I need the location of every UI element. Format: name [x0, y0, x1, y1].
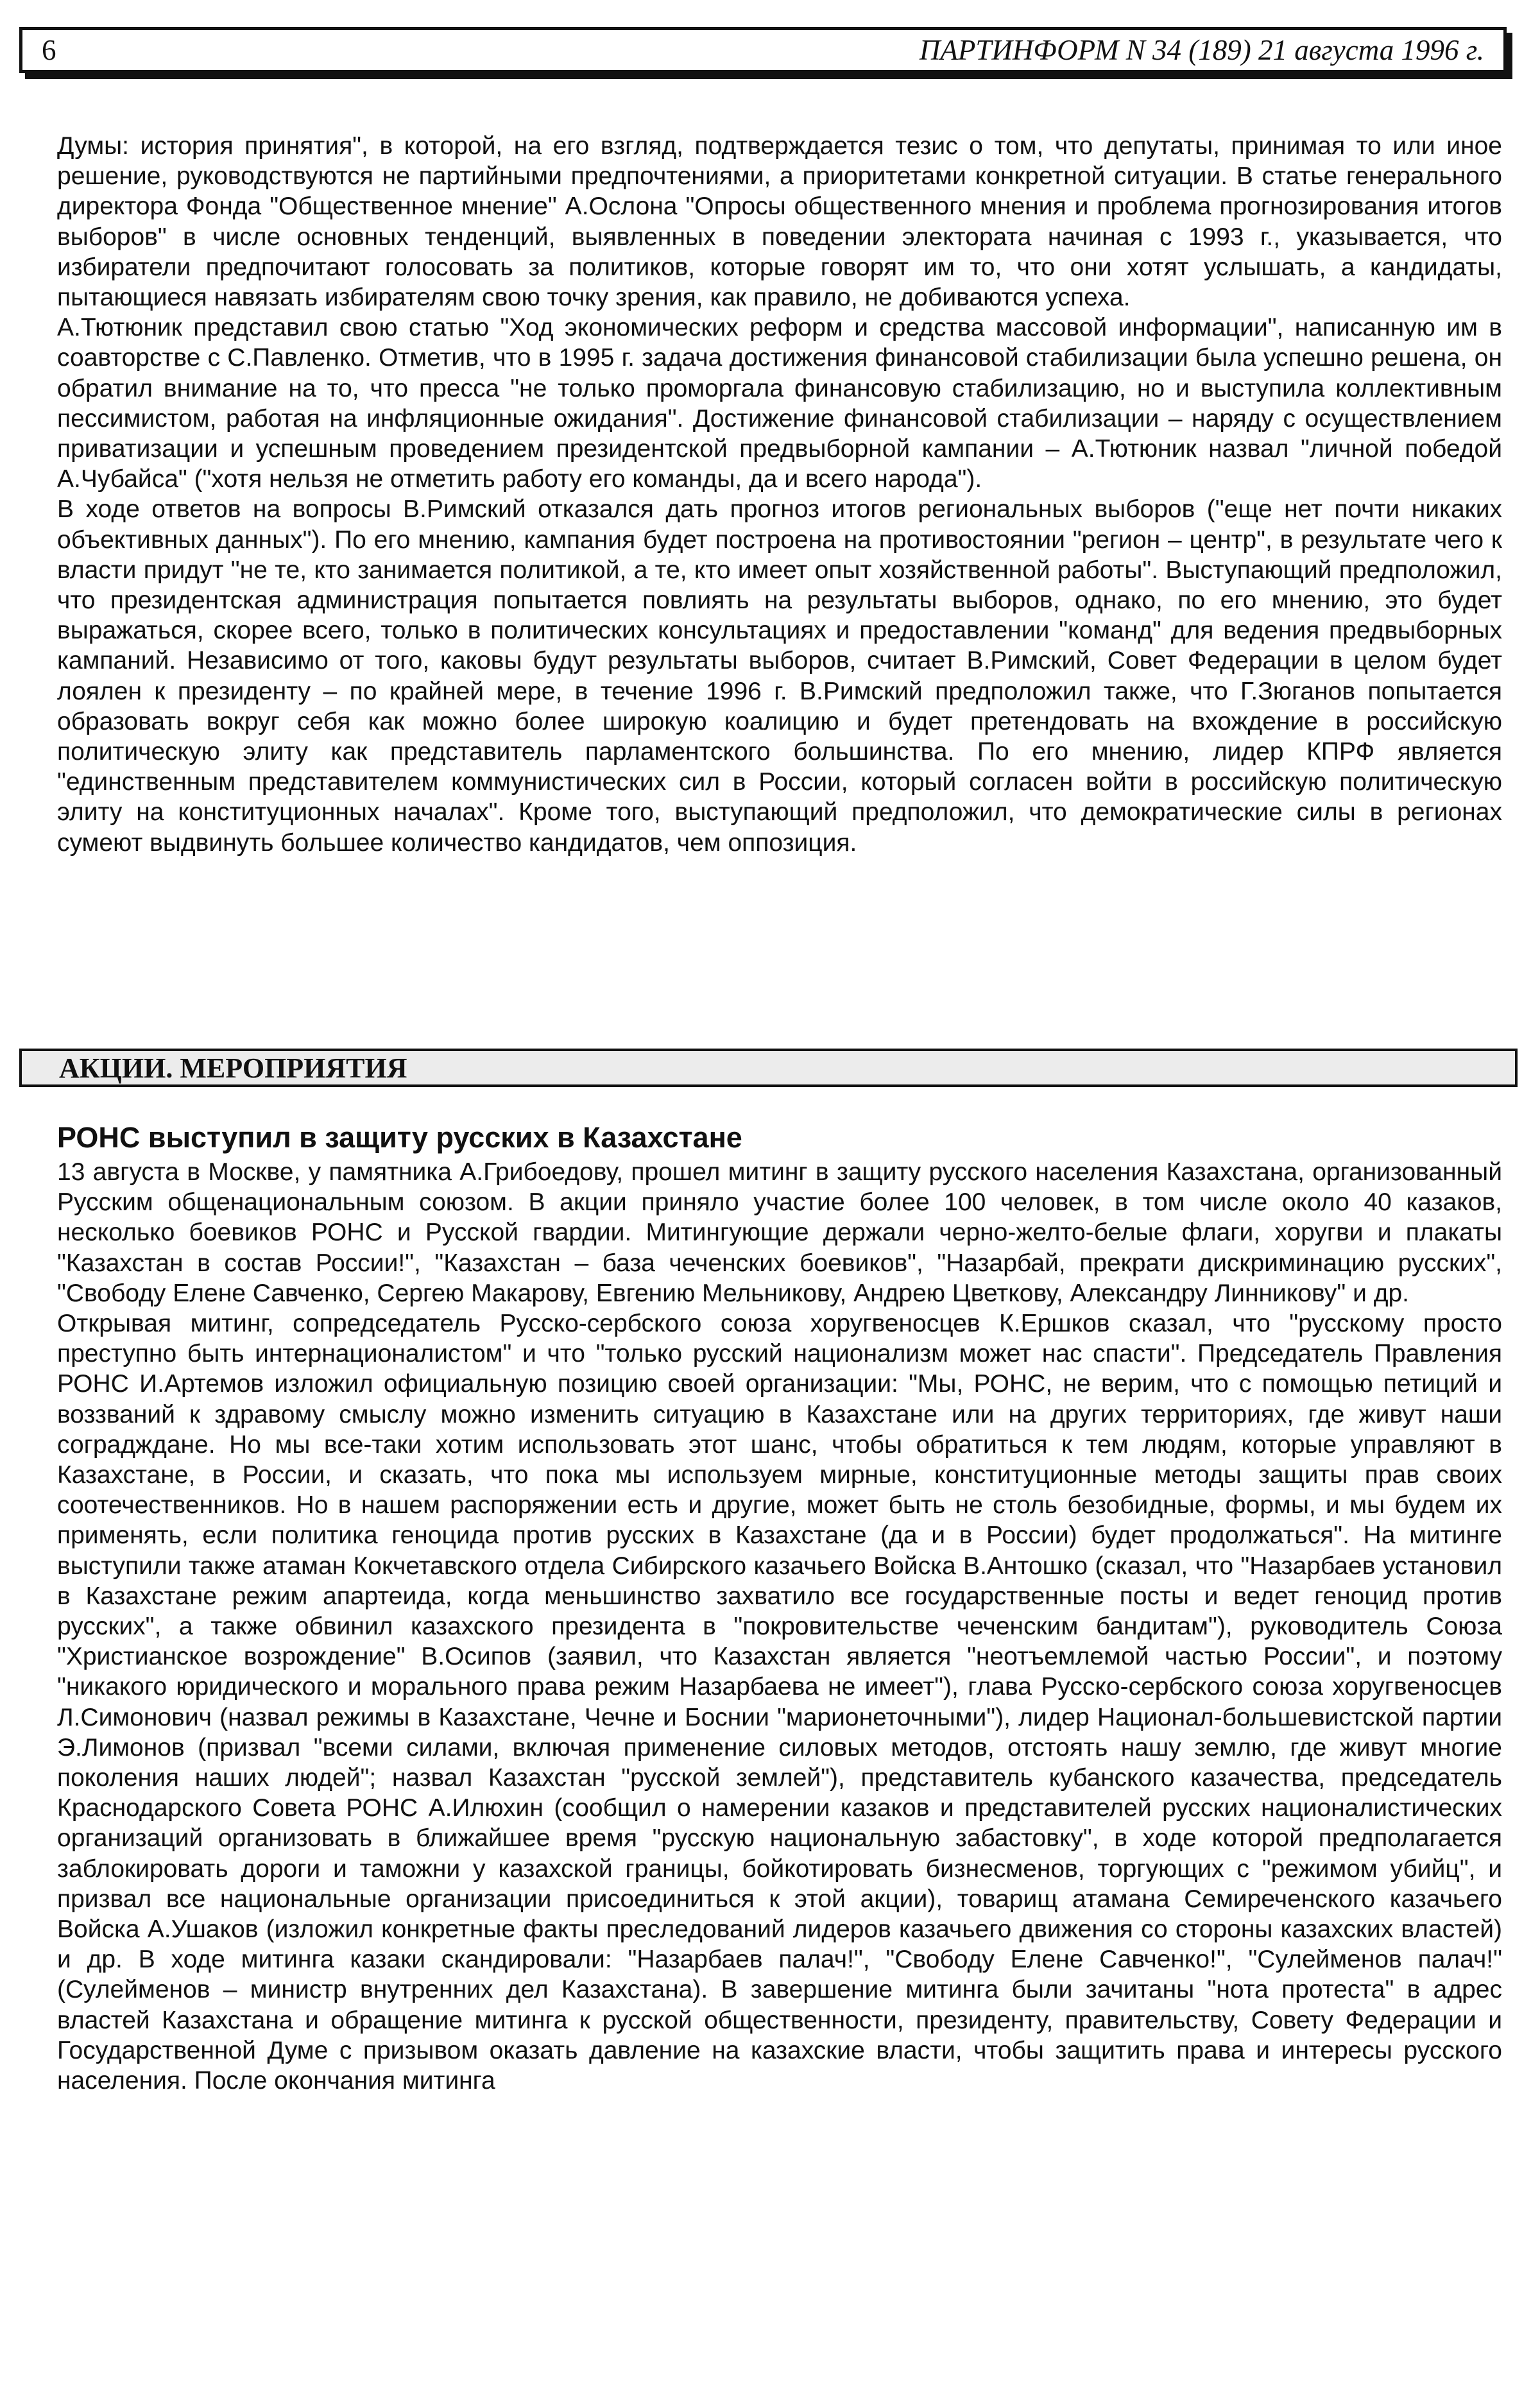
intro-article-body: [57, 131, 1502, 858]
article-paragraph: Открывая митинг, сопредседатель Русско-сербского союза хоругвеносцев К.Ершков сказал, что "русскому просто преступно быть интернационалистом" и что "только русский национализм может нас спасти". Председатель Правления РОНС И.Артемов изложил официальную позицию своей организации: "Мы, РОНС, не верим, что с помощью петиций и воззваний к здравому смыслу можно изменить ситуацию в Казахстане или на других территориях, где живут наши соградждане. Но мы все-таки хотим использовать этот шанс, чтобы обратиться к тем людям, которые управляют в Казахстане, в России, и сказать, что пока мы используем мирные, конституционные методы защиты прав своих соотечественников. Но в нашем распоряжении есть и другие, может быть не столь безобидные, формы, и мы будем их применять, если политика геноцида против русских в Казахстане (да и в России) будет продолжаться". На митинге выступили также атаман Кокчетавского отдела Сибирского казачьего Войска В.Антошко (сказал, что "Назарбаев установил в Казахстане режим апартеида, когда меньшинство захватило все государственные посты и ведет геноцид против русских", а также обвинил казахского президента в "покровительстве чеченским бандитам"), руководитель Союза "Христианское возрождение" В.Осипов (заявил, что Казахстан является "неотъемлемой частью России", и поэтому "никакого юридического и морального права режим Назарбаева не имеет"), глава Русско-сербского союза хоругвеносцев Л.Симонович (назвал режимы в Казахстане, Чечне и Боснии "марионеточными"), лидер Национал-большевистской партии Э.Лимонов (призвал "всеми силами, включая применение силовых методов, отстоять нашу землю, где живут многие поколения наших людей"; назвал Казахстан "русской землей"), представитель кубанского казачества, председатель Краснодарского Совета РОНС А.Илюхин (сообщил о намерении казаков и представителей русских националистических организаций организовать в ближайшее время "русскую национальную забастовку", в ходе которой предполагается заблокировать дороги и таможни у казахской границы, бойкотировать бизнесменов, торгующих с "режимом убийц", и призвал все национальные организации присоединиться к этой акции), товарищ атамана Семиреченского казачьего Войска А.Ушаков (изложил конкретные факты преследований лидеров казачьего движения со стороны казахских властей) и др. В ходе митинга казаки скандировали: "Назарбаев палач!", "Свободу Елене Савченко!", "Сулейменов палач!" (Сулейменов – министр внутренних дел Казахстана). В завершение митинга были зачитаны "нота протеста" в адрес властей Казахстана и обращение митинга к русской общественности, президенту, правительству, Совету Федерации и Государственной Думе с призывом оказать давление на казахские власти, чтобы защитить права и интересы русского населения. После окончания митинга: [57, 1310, 1502, 2095]
article-body: [57, 1157, 1502, 2096]
intro-paragraph: А.Тютюник представил свою статью "Ход экономических реформ и средства массовой информации", написанную им в соавторстве с С.Павленко. Отметив, что в 1995 г. задача достижения финансовой стабилизации была успешно решена, он обратил внимание на то, что пресса "не только проморгала финансовую стабилизацию, но и выступила коллективным пессимистом, работая на инфляционные ожидания". Достижение финансовой стабилизации – наряду с осуществлением приватизации и успешным проведением президентской предвыборной кампании – А.Тютюник назвал "личной победой А.Чубайса" ("хотя нельзя не отметить работу его команды, да и всего народа").: [57, 314, 1502, 493]
section-banner: [19, 1049, 1518, 1087]
page-header: [19, 27, 1507, 73]
section-title: АКЦИИ. МЕРОПРИЯТИЯ: [59, 1052, 407, 1084]
intro-paragraph: Думы: история принятия", в которой, на его взгляд, подтверждается тезис о том, что депутаты, принимая то или иное решение, руководствуются не партийными предпочтениями, а приоритетами конкретной ситуации. В статье генерального директора Фонда "Общественное мнение" А.Ослона "Опросы общественного мнения и проблема прогнозирования итогов выборов" в числе основных тенденций, выявленных в поведении электората начиная с 1993 г., указывается, что избиратели предпочитают голосовать за политиков, которые говорят им то, что они хотят услышать, а кандидаты, пытающиеся навязать избирателям свою точку зрения, как правило, не добиваются успеха.: [57, 132, 1502, 312]
page-number: 6: [42, 34, 56, 66]
intro-paragraph: В ходе ответов на вопросы В.Римский отказался дать прогноз итогов региональных выборов ("еще нет почти никаких объективных данных"). По его мнению, кампания будет построена на противостоянии "регион – центр", в результате чего к власти придут "не те, кто занимается политикой, а те, кто имеет опыт хозяйственной работы". Выступающий предположил, что президентская администрация попытается повлиять на результаты выборов, однако, по его мнению, это будет выражаться, скорее всего, только в политических консультациях и предоставлении "команд" для ведения предвыборных кампаний. Независимо от того, каковы будут результаты выборов, считает В.Римский, Совет Федерации в целом будет лоялен к президенту – по крайней мере, в течение 1996 г. В.Римский предположил также, что Г.Зюганов попытается образовать вокруг себя как можно более широкую коалицию и будет претендовать на вхождение в российскую политическую элиту как представитель парламентского большинства. По его мнению, лидер КПРФ является "единственным представителем коммунистических сил в России, который согласен войти в российскую политическую элиту на конституционных началах". Кроме того, выступающий предположил, что демократические силы в регионах сумеют выдвинуть большее количество кандидатов, чем оппозиция.: [57, 495, 1502, 857]
publication-title: ПАРТИНФОРМ N 34 (189) 21 августа 1996 г.: [919, 34, 1484, 66]
article-title: РОНС выступил в защиту русских в Казахстане: [57, 1121, 742, 1154]
article-paragraph: 13 августа в Москве, у памятника А.Грибоедову, прошел митинг в защиту русского населения Казахстана, организованный Русским общенациональным союзом. В акции приняло участие более 100 человек, в том числе около 40 казаков, несколько боевиков РОНС и Русской гвардии. Митингующие держали черно-желто-белые флаги, хоругви и плакаты "Казахстан в состав России!", "Казахстан – база чеченских боевиков", "Назарбай, прекрати дискриминацию русских", "Свободу Елене Савченко, Сергею Макарову, Евгению Мельникову, Андрею Цветкову, Александру Линникову" и др.: [57, 1158, 1502, 1307]
